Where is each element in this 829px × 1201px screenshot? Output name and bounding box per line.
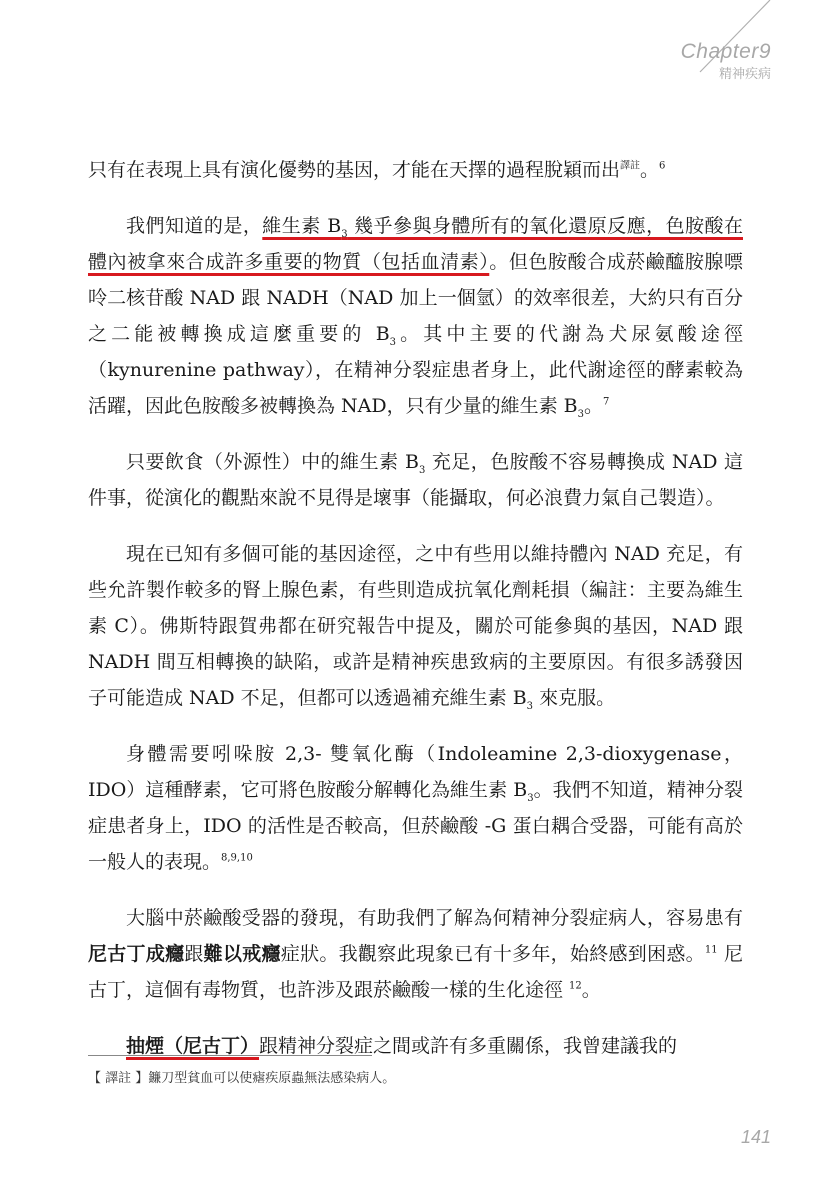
- reference-8-9-10: 8,9,10: [221, 852, 253, 864]
- paragraph-5: 身體需要吲哚胺 2,3- 雙氧化酶（Indoleamine 2,3-dioxygenase，IDO）這種酵素，它可將色胺酸分解轉化為維生素 $B_3$。我們不知道，精神分裂症患者身上，IDO 的活性是否較高，但菸鹼酸 -G 蛋白耦合受器，可能有高於一般人的表現。$^{8,9,10}$: [88, 743, 743, 873]
- translator-note-mark: 譯註: [620, 160, 641, 172]
- footnote: 【 譯註 】鐮刀型貧血可以使瘧疾原蟲無法感染病人。: [88, 1071, 396, 1086]
- footnote-divider: [88, 1055, 372, 1056]
- paragraph-6: 大腦中菸鹼酸受器的發現，有助我們了解為何精神分裂症病人，容易患有尼古丁成癮跟難以戒癮症狀。我觀察此現象已有十多年，始終感到困惑。$^{11}$ 尼古丁，這個有毒物質，也許涉及跟菸鹼酸一樣的生化途徑 $^{12}$。: [88, 907, 743, 1001]
- reference-6: 6: [659, 160, 666, 172]
- paragraph-4: 現在已知有多個可能的基因途徑，之中有些用以維持體內 NAD 充足，有些允許製作較多的腎上腺色素，有些則造成抗氧化劑耗損（編註：主要為維生素 C）。佛斯特跟賀弗都在研究報告中提及，關於可能參與的基因，NAD 跟 NADH 間互相轉換的缺陷，或許是精神疾患致病的主要原因。有很多誘發因子可能造成 NAD 不足，但都可以透過補充維生素 $B_3$ 來克服。: [88, 543, 743, 712]
- reference-11: 11: [704, 944, 718, 956]
- paragraph-1: 只有在表現上具有演化優勢的基因，才能在天擇的過程脫穎而出$^{譯註}$。$^6$: [88, 159, 666, 181]
- chapter-header: [681, 40, 771, 82]
- red-underlined-smoking: 抽煙（尼古丁）: [126, 1035, 260, 1057]
- red-underlined-phrase: 維生素 $B_3$ 幾乎參與身體所有的氧化還原反應，色胺酸在體內被拿來合成許多重要的物質（包括血清素）: [88, 215, 743, 273]
- chapter-label: Chapter9: [680, 40, 771, 63]
- chapter-title: 精神疾病: [718, 66, 771, 81]
- reference-7: 7: [603, 396, 610, 408]
- paragraph-7: 抽煙（尼古丁）跟精神分裂症之間或許有多重關係，我曾建議我的: [126, 1035, 678, 1057]
- page-number: 141: [740, 1127, 771, 1147]
- paragraph-2: 我們知道的是，維生素 $B_3$ 幾乎參與身體所有的氧化還原反應，色胺酸在體內被拿來合成許多重要的物質（包括血清素）。但色胺酸合成菸鹼醯胺腺嘌呤二核苷酸 NAD 跟 NADH（NAD 加上一個氫）的效率很差，大約只有百分之二能被轉換成這麼重要的 $B_3$。其中主要的代謝為犬尿氨酸途徑（kynurenine pathway），在精神分裂症患者身上，此代謝途徑的酵素較為活躍，因此色胺酸多被轉換為 NAD，只有少量的維生素 $B_3$。$^7$: [88, 215, 743, 420]
- bold-term-hard-to-quit: 難以戒癮: [203, 943, 281, 965]
- paragraph-3: 只要飲食（外源性）中的維生素 $B_3$ 充足，色胺酸不容易轉換成 NAD 這件事，從演化的觀點來說不見得是壞事（能攝取，何必浪費力氣自己製造）。: [88, 451, 743, 509]
- bold-term-nicotine-addiction: 尼古丁成癮: [88, 943, 185, 965]
- reference-12: 12: [569, 980, 582, 992]
- body-text: [88, 152, 743, 1064]
